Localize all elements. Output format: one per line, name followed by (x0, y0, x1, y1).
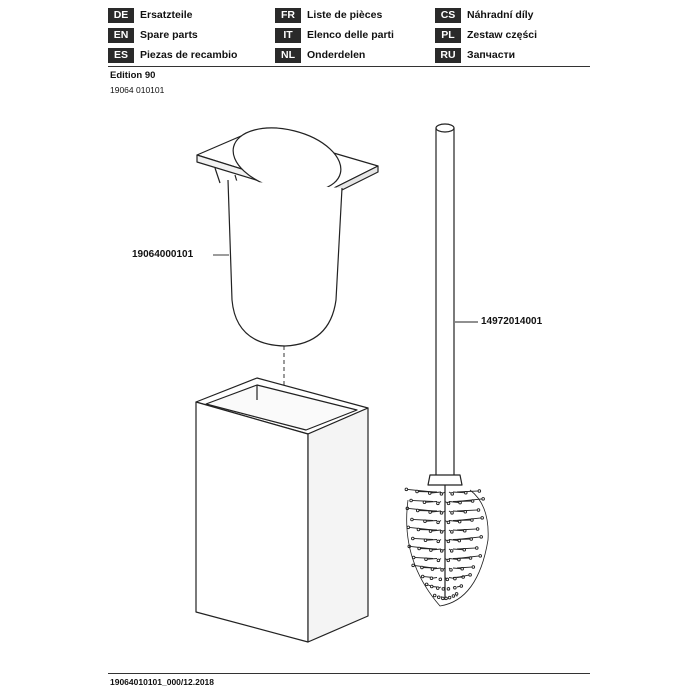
bristle-tip (437, 596, 440, 599)
edition-title: Edition 90 (110, 70, 156, 81)
bristle-tip (447, 588, 450, 591)
bristle-tip (477, 509, 480, 512)
bristle-tip (424, 520, 427, 523)
bristle (413, 538, 433, 539)
bristle (457, 567, 473, 568)
bristle-tip (460, 585, 463, 588)
bristle-tip (447, 502, 450, 505)
bristle-tip (429, 511, 432, 514)
bristle-tip (423, 501, 426, 504)
lang-code: IT (275, 28, 301, 43)
bristle-tip (442, 597, 445, 600)
lang-code: EN (108, 28, 134, 43)
bristle-tip (430, 549, 433, 552)
bristle-tip (447, 540, 450, 543)
bristle-tip (425, 583, 428, 586)
bristle-tip (417, 528, 420, 531)
bristle-tip (431, 568, 434, 571)
bristle-tip (447, 559, 450, 562)
bristle-tip (440, 493, 443, 496)
lang-code: DE (108, 8, 134, 23)
bristle-tip (455, 593, 458, 596)
bristle-tip (478, 490, 481, 493)
bristle (414, 557, 433, 558)
bristle-tip (476, 528, 479, 531)
bristle-tip (446, 578, 449, 581)
bristle-tip (418, 547, 421, 550)
bristle-tip (440, 550, 443, 553)
bristle-tip (430, 585, 433, 588)
lang-code: CS (435, 8, 461, 23)
lang-text: Liste de pièces (307, 9, 383, 21)
bristle-tip (481, 517, 484, 520)
bristle-tip (451, 493, 454, 496)
bristle-tip (407, 526, 410, 529)
bristle-tip (447, 521, 450, 524)
bristle-tip (437, 521, 440, 524)
lang-text: Elenco delle parti (307, 29, 394, 41)
bristle-tip (469, 574, 472, 577)
lang-code: ES (108, 48, 134, 63)
bristle-tip (411, 518, 414, 521)
lang-text: Запчасти (467, 49, 516, 61)
bristle (411, 500, 433, 501)
bristle-tip (412, 564, 415, 567)
bristle-tip (442, 588, 445, 591)
bristle (457, 529, 478, 530)
bristle-tip (437, 559, 440, 562)
lang-text: Ersatzteile (140, 9, 193, 21)
bristle-tip (440, 531, 443, 534)
bristle-tip (436, 587, 439, 590)
footer-code: 19064010101_000/12.2018 (110, 677, 214, 687)
bristle-tip (451, 512, 454, 515)
bristle-tip (421, 575, 424, 578)
holder-box (196, 378, 368, 642)
footer-divider (108, 673, 590, 674)
bristle-tip (454, 586, 457, 589)
bristle-tip (439, 578, 442, 581)
lang-text: Zestaw części (467, 29, 538, 41)
bristle (457, 491, 479, 492)
bristle (412, 519, 433, 520)
bristle-tip (480, 536, 483, 539)
part-label-glass: 19064000101 (132, 249, 194, 260)
product-number: 19064 010101 (110, 85, 165, 95)
bristle-tip (405, 488, 408, 491)
bristle-tip (416, 509, 419, 512)
bristle-tip (482, 498, 485, 501)
bristle-tip (450, 569, 453, 572)
lang-text: Onderdelen (307, 49, 366, 61)
bristle-tip (430, 577, 433, 580)
bristle-tip (437, 540, 440, 543)
bristle (418, 529, 437, 530)
bristle-tip (452, 595, 455, 598)
bristle-tip (421, 566, 424, 569)
part-label-brush: 14972014001 (481, 316, 543, 327)
bristle-tip (472, 566, 475, 569)
bristle-tip (448, 596, 451, 599)
bristle-tip (416, 490, 419, 493)
bristle-tip (479, 555, 482, 558)
bristle (457, 548, 477, 549)
bristle-tip (433, 594, 436, 597)
lang-text: Piezas de recambio (140, 49, 238, 61)
lang-code: PL (435, 28, 461, 43)
lang-code: RU (435, 48, 461, 63)
bristle-tip (410, 499, 413, 502)
bristle (457, 510, 478, 511)
bristle-tip (475, 547, 478, 550)
bristle (419, 548, 437, 549)
bristle-tip (424, 539, 427, 542)
lang-text: Náhradní díly (467, 9, 534, 21)
bristle-tip (450, 550, 453, 553)
bristle (417, 491, 437, 492)
bristle-tip (428, 492, 431, 495)
brush (405, 124, 488, 606)
bristle (418, 510, 437, 511)
bristle-tip (411, 537, 414, 540)
bristle-tip (440, 512, 443, 515)
bristle-tip (451, 531, 454, 534)
lang-code: FR (275, 8, 301, 23)
bristle-tip (437, 502, 440, 505)
lang-code: NL (275, 48, 301, 63)
bristle-tip (445, 597, 448, 600)
bristle-tip (441, 569, 444, 572)
bristle (422, 567, 437, 568)
bristle-tip (425, 558, 428, 561)
glass-insert (228, 180, 342, 346)
bristle-tip (429, 530, 432, 533)
lang-text: Spare parts (140, 29, 198, 41)
